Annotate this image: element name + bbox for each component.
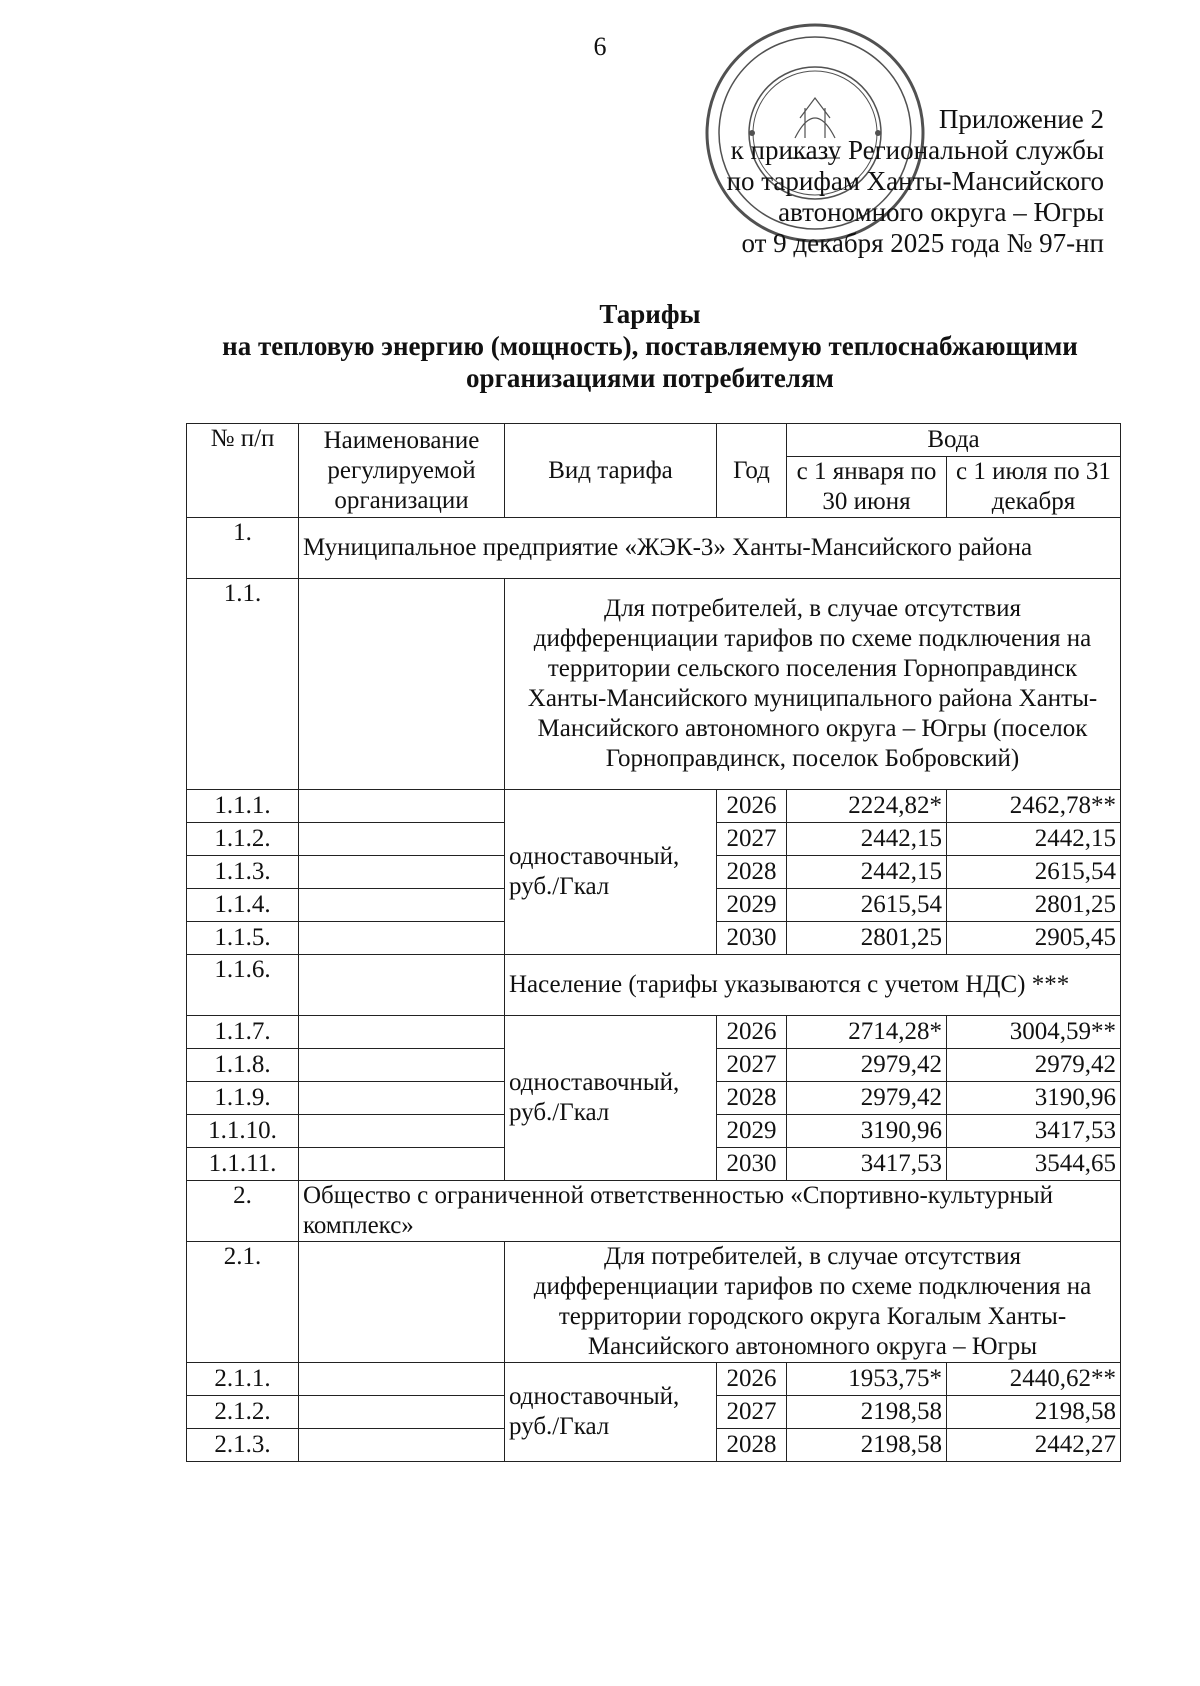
year-cell: 2028 xyxy=(717,856,787,889)
value-cell: 3190,96 xyxy=(787,1115,947,1148)
empty-cell xyxy=(299,1429,505,1462)
header-tariff-type: Вид тарифа xyxy=(505,424,717,518)
value-cell: 2979,42 xyxy=(787,1049,947,1082)
org-row xyxy=(187,1181,1121,1242)
value-cell: 2224,82* xyxy=(787,790,947,823)
header-water: Вода xyxy=(787,424,1121,457)
value-cell: 2462,78** xyxy=(947,790,1121,823)
row-num: 2. xyxy=(187,1181,299,1242)
row-num: 1.1. xyxy=(187,579,299,790)
org-row xyxy=(187,518,1121,579)
header-period2: с 1 июля по 31 декабря xyxy=(947,457,1121,518)
title-line: на тепловую энергию (мощность), поставляемую теплоснабжающими xyxy=(222,331,1078,361)
row-num: 2.1.2. xyxy=(187,1396,299,1429)
year-cell: 2028 xyxy=(717,1429,787,1462)
value-cell: 3417,53 xyxy=(947,1115,1121,1148)
table-row xyxy=(187,1016,1121,1049)
row-num: 2.1. xyxy=(187,1242,299,1363)
row-num: 1.1.11. xyxy=(187,1148,299,1181)
empty-cell xyxy=(299,1049,505,1082)
year-cell: 2027 xyxy=(717,1049,787,1082)
value-cell: 1953,75* xyxy=(787,1363,947,1396)
table-row xyxy=(187,790,1121,823)
value-cell: 2615,54 xyxy=(787,889,947,922)
empty-cell xyxy=(299,922,505,955)
section-text: Население (тарифы указываются с учетом НДС) *** xyxy=(505,955,1121,1016)
row-num: 1.1.9. xyxy=(187,1082,299,1115)
header-org-name: Наименование регулируемой организации xyxy=(299,424,505,518)
empty-cell xyxy=(299,790,505,823)
year-cell: 2026 xyxy=(717,790,787,823)
org-name: Общество с ограниченной ответственностью «Спортивно-культурный комплекс» xyxy=(299,1181,1121,1242)
value-cell: 2198,58 xyxy=(787,1429,947,1462)
value-cell: 2615,54 xyxy=(947,856,1121,889)
value-cell: 2440,62** xyxy=(947,1363,1121,1396)
appendix-line: по тарифам Ханты-Мансийского xyxy=(726,166,1104,196)
appendix-line: Приложение 2 xyxy=(938,104,1104,134)
section-text: Для потребителей, в случае отсутствия дифференциации тарифов по схеме подключения на территории сельского поселения Горноправдинск Ханты-Мансийского муниципального района Ханты-Мансийского автономного округа – Югры (поселок Горноправдинск, поселок Бобровский) xyxy=(505,579,1121,790)
value-cell: 2198,58 xyxy=(787,1396,947,1429)
row-num: 1.1.4. xyxy=(187,889,299,922)
empty-cell xyxy=(299,955,505,1016)
empty-cell xyxy=(299,1363,505,1396)
row-num: 2.1.3. xyxy=(187,1429,299,1462)
section-row xyxy=(187,579,1121,790)
tariff-type-cell: одноставочный, руб./Гкал xyxy=(505,1363,717,1462)
appendix-block xyxy=(727,104,1104,259)
empty-cell xyxy=(299,823,505,856)
tariff-type-cell: одноставочный, руб./Гкал xyxy=(505,790,717,955)
section-row xyxy=(187,955,1121,1016)
tariff-type-cell: одноставочный, руб./Гкал xyxy=(505,1016,717,1181)
header-num: № п/п xyxy=(187,424,299,518)
tariff-table xyxy=(186,423,1121,1462)
value-cell: 2979,42 xyxy=(947,1049,1121,1082)
section-row xyxy=(187,1242,1121,1363)
value-cell: 3004,59** xyxy=(947,1016,1121,1049)
table-row xyxy=(187,1363,1121,1396)
row-num: 1.1.3. xyxy=(187,856,299,889)
empty-cell xyxy=(299,1396,505,1429)
empty-cell xyxy=(299,1115,505,1148)
value-cell: 3544,65 xyxy=(947,1148,1121,1181)
year-cell: 2027 xyxy=(717,823,787,856)
row-num: 1.1.8. xyxy=(187,1049,299,1082)
value-cell: 2714,28* xyxy=(787,1016,947,1049)
year-cell: 2027 xyxy=(717,1396,787,1429)
year-cell: 2030 xyxy=(717,922,787,955)
row-num: 1.1.1. xyxy=(187,790,299,823)
row-num: 1.1.6. xyxy=(187,955,299,1016)
document-title xyxy=(150,298,1150,394)
row-num: 2.1.1. xyxy=(187,1363,299,1396)
year-cell: 2026 xyxy=(717,1363,787,1396)
title-line: Тарифы xyxy=(599,299,701,329)
row-num: 1.1.2. xyxy=(187,823,299,856)
title-line: организациями потребителям xyxy=(466,363,834,393)
appendix-line: автономного округа – Югры xyxy=(778,197,1104,227)
empty-cell xyxy=(299,1082,505,1115)
value-cell: 3190,96 xyxy=(947,1082,1121,1115)
value-cell: 2442,15 xyxy=(947,823,1121,856)
year-cell: 2029 xyxy=(717,1115,787,1148)
value-cell: 2442,27 xyxy=(947,1429,1121,1462)
value-cell: 2198,58 xyxy=(947,1396,1121,1429)
header-row xyxy=(187,424,1121,457)
row-num: 1. xyxy=(187,518,299,579)
row-num: 1.1.10. xyxy=(187,1115,299,1148)
appendix-line: от 9 декабря 2025 года № 97-нп xyxy=(741,228,1104,258)
row-num: 1.1.5. xyxy=(187,922,299,955)
empty-cell xyxy=(299,1242,505,1363)
value-cell: 3417,53 xyxy=(787,1148,947,1181)
header-period1: с 1 января по 30 июня xyxy=(787,457,947,518)
value-cell: 2801,25 xyxy=(787,922,947,955)
empty-cell xyxy=(299,889,505,922)
appendix-line: к приказу Региональной службы xyxy=(730,135,1104,165)
value-cell: 2905,45 xyxy=(947,922,1121,955)
value-cell: 2442,15 xyxy=(787,823,947,856)
value-cell: 2979,42 xyxy=(787,1082,947,1115)
page-number: 6 xyxy=(593,32,607,61)
year-cell: 2029 xyxy=(717,889,787,922)
section-text: Для потребителей, в случае отсутствия дифференциации тарифов по схеме подключения на территории городского округа Когалым Ханты-Мансийского автономного округа – Югры xyxy=(505,1242,1121,1363)
row-num: 1.1.7. xyxy=(187,1016,299,1049)
empty-cell xyxy=(299,856,505,889)
value-cell: 2442,15 xyxy=(787,856,947,889)
year-cell: 2026 xyxy=(717,1016,787,1049)
empty-cell xyxy=(299,579,505,790)
org-name: Муниципальное предприятие «ЖЭК-3» Ханты-Мансийского района xyxy=(299,518,1121,579)
year-cell: 2030 xyxy=(717,1148,787,1181)
year-cell: 2028 xyxy=(717,1082,787,1115)
value-cell: 2801,25 xyxy=(947,889,1121,922)
empty-cell xyxy=(299,1148,505,1181)
header-year: Год xyxy=(717,424,787,518)
empty-cell xyxy=(299,1016,505,1049)
